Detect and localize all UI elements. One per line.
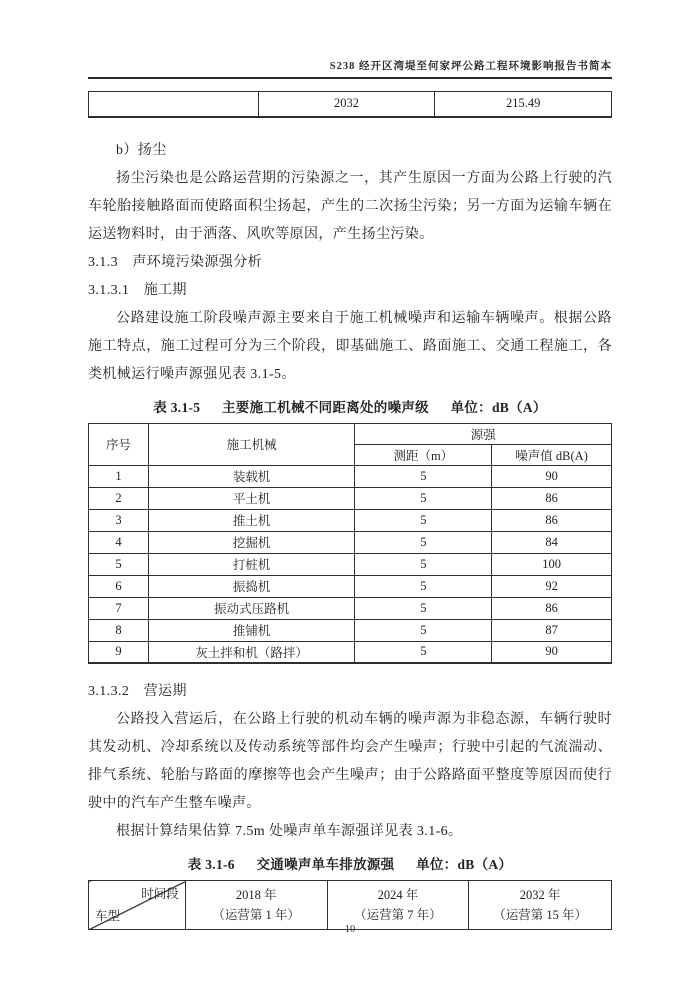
running-header-title: S238 经开区湾堤至何家坪公路工程环境影响报告书简本 [88,58,612,79]
table-cell: 3 [89,509,149,531]
table-cell: 5 [355,597,492,619]
table-cell: 5 [89,553,149,575]
table-cell: 1 [89,465,149,487]
table-cell: 推土机 [148,509,355,531]
table-cell: 215.49 [435,92,612,117]
year-note: （运营第 1 年） [212,908,300,922]
caption-label: 表 3.1-5 [153,399,201,415]
col-header-index: 序号 [89,423,149,465]
table-cell: 87 [492,619,612,641]
table-cell [89,92,259,117]
table-row [89,575,612,597]
table-cell: 5 [355,553,492,575]
table-cell: 5 [355,465,492,487]
table-cell: 86 [492,487,612,509]
construction-paragraph: 公路建设施工阶段噪声源主要来自于施工机械噪声和运输车辆噪声。根据公路施工特点，施工过程可分为三个阶段，即基础施工、路面施工、交通工程施工，各类机械运行噪声源强见表 3.1-5。 [88,310,612,382]
page-number: 10 [344,924,356,935]
table-cell: 2 [89,487,149,509]
col-header-machine: 施工机械 [148,423,355,465]
table-row [89,509,612,531]
table-cell: 5 [355,509,492,531]
table-header-row [89,881,612,930]
caption-label: 表 3.1-6 [187,857,235,872]
year-note: （运营第 15 年） [493,908,587,922]
year-column-header [185,881,327,930]
table-cell: 振动式压路机 [148,597,355,619]
year-column-header [469,881,612,930]
table-row [89,531,612,553]
table-cell: 挖掘机 [148,531,355,553]
table-cell: 7 [89,597,149,619]
table-header-row [89,423,612,444]
carryover-table-fragment [88,91,612,118]
table-row [89,619,612,641]
estimate-paragraph: 根据计算结果估算 7.5m 处噪声单车源强详见表 3.1-6。 [116,824,463,839]
diagonal-label-vehicle-type: 车型 [95,909,121,923]
caption-unit: 单位：dB（A） [450,399,547,415]
year-label: 2032 年 [519,888,561,902]
table-316-caption [88,853,612,873]
table-cell: 打桩机 [148,553,355,575]
table-cell: 90 [492,465,612,487]
section-heading-noise: 3.1.3 声环境污染源强分析 [88,254,262,270]
table-cell: 5 [355,575,492,597]
table-cell: 5 [355,531,492,553]
table-row [89,487,612,509]
section-heading-construction: 3.1.3.1 施工期 [88,282,187,298]
table-row [89,92,612,117]
dust-paragraph: 扬尘污染也是公路运营期的污染源之一，其产生原因一方面为公路上行驶的汽车轮胎接触路面而使路面积尘扬起，产生的二次扬尘污染；另一方面为运输车辆在运送物料时，由于洒落、风吹等原因，产生扬尘污染。 [88,170,612,242]
traffic-noise-source-table [88,880,612,930]
operation-paragraph: 公路投入营运后，在公路上行驶的机动车辆的噪声源为非稳态源，车辆行驶时其发动机、冷却系统以及传动系统等部件均会产生噪声；行驶中引起的气流湍动、排气系统、轮胎与路面的摩擦等也会产生噪声；由于公路路面平整度等原因而使行驶中的汽车产生整车噪声。 [88,712,612,811]
table-cell: 84 [492,531,612,553]
year-label: 2018 年 [235,888,277,902]
table-cell: 4 [89,531,149,553]
table-row [89,641,612,663]
table-315-caption [88,396,612,416]
table-cell: 灰土拌和机（路拌） [148,641,355,663]
table-cell: 5 [355,487,492,509]
table-cell: 90 [492,641,612,663]
table-row [89,597,612,619]
table-cell: 推铺机 [148,619,355,641]
table-cell: 5 [355,641,492,663]
diagonal-label-period: 时间段 [141,887,179,901]
year-label: 2024 年 [377,888,419,902]
section-heading-operation: 3.1.3.2 营运期 [88,684,187,699]
table-cell: 5 [355,619,492,641]
caption-unit: 单位：dB（A） [416,857,513,872]
construction-noise-table [88,423,612,665]
col-header-source-group: 源强 [355,423,612,444]
table-row [89,553,612,575]
table-cell: 9 [89,641,149,663]
table-cell: 平土机 [148,487,355,509]
col-header-noise-value: 噪声值 dB(A) [492,444,612,465]
table-cell: 2032 [258,92,435,117]
table-cell: 86 [492,597,612,619]
table-cell: 振捣机 [148,575,355,597]
table-cell: 6 [89,575,149,597]
table-cell: 92 [492,575,612,597]
table-cell: 装载机 [148,465,355,487]
table-cell: 86 [492,509,612,531]
year-note: （运营第 7 年） [354,908,442,922]
caption-title: 主要施工机械不同距离处的噪声级 [221,399,429,415]
table-row [89,465,612,487]
caption-title: 交通噪声单车排放源强 [256,857,395,872]
col-header-distance: 测距（m） [355,444,492,465]
table-cell: 8 [89,619,149,641]
dust-subheading: b）扬尘 [116,142,167,158]
year-column-header [327,881,469,930]
table-cell: 100 [492,553,612,575]
diagonal-header-cell [89,881,186,930]
